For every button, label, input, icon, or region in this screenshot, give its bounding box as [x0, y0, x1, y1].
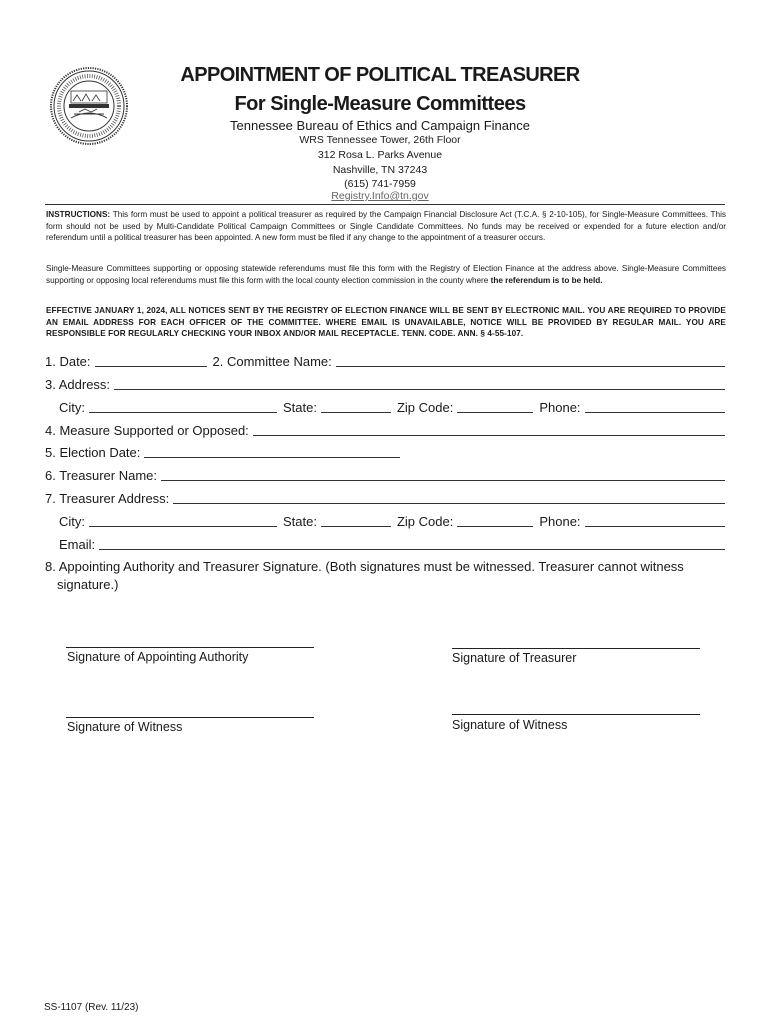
email-field[interactable]	[99, 536, 725, 550]
city-field[interactable]	[89, 399, 277, 413]
phone-field[interactable]	[585, 399, 725, 413]
email-notice: EFFECTIVE JANUARY 1, 2024, ALL NOTICES SENT BY THE REGISTRY OF ELECTION FINANCE WILL BE SENT BY ELECTRONIC MAIL. YOU ARE REQUIRED TO PROVIDE AN EMAIL ADDRESS FOR EACH OFFICER OF THE COMMITTEE. WHERE EMAIL IS UNAVAILABLE, NOTICE WILL BE PROVIDED BY REGULAR MAIL. YOU ARE RESPONSIBLE FOR REGULARLY CHECKING YOUR INBOX AND/OR MAIL RECEPTACLE. TENN. CODE. ANN. § 4-55-107.	[46, 306, 726, 338]
treasurer-signature-line[interactable]	[452, 648, 700, 649]
row-election-date	[45, 442, 725, 460]
signature-instructions-line1: 8. Appointing Authority and Treasurer Signature. (Both signatures must be witnessed. Treasurer cannot witness	[45, 559, 684, 574]
row-treasurer-address	[45, 488, 725, 506]
date-label: 1. Date:	[45, 354, 91, 369]
treasurer-address-label: 7. Treasurer Address:	[45, 491, 170, 506]
agency-phone: (615) 741-7959	[344, 178, 416, 190]
row-treasurer-city-state-zip-phone	[45, 511, 725, 529]
form-subtitle: For Single-Measure Committees	[234, 93, 526, 115]
address-label: 3. Address:	[45, 377, 111, 392]
address-line-1: WRS Tennessee Tower, 26th Floor	[299, 134, 461, 146]
witness-right-signature-label: Signature of Witness	[452, 718, 568, 732]
row-email	[45, 534, 725, 552]
instructions-text: This form must be used to appoint a political treasurer as required by the Campaign Financial Disclosure Act (T.C.A. § 2-10-105), for Single-Measure Committees. This form should not be used by Multi-Candidate Political Campaign Committees or Single Candidate Committees. No funds may be received or expended for a future election and/or referendum until a political treasurer has been appointed. A new form must be filed if any change to the appointment of a treasurer occurs.	[46, 210, 726, 242]
address-line-3: Nashville, TN 37243	[332, 164, 428, 176]
zip-field[interactable]	[457, 399, 533, 413]
address-field[interactable]	[114, 376, 725, 390]
witness-left-signature-label: Signature of Witness	[67, 720, 183, 734]
row-treasurer-name	[45, 465, 725, 483]
witness-left-signature-line[interactable]	[66, 717, 314, 718]
treasurer-city-field[interactable]	[89, 513, 277, 527]
treasurer-name-field[interactable]	[161, 467, 725, 481]
email-label: Email:	[59, 537, 96, 552]
treasurer-phone-field[interactable]	[585, 513, 725, 527]
row-address	[45, 374, 725, 392]
agency-name: Tennessee Bureau of Ethics and Campaign Finance	[230, 118, 530, 133]
election-date-field[interactable]	[144, 444, 400, 458]
header-divider	[45, 204, 725, 205]
committee-name-field[interactable]	[336, 353, 725, 367]
treasurer-phone-label: Phone:	[539, 514, 581, 529]
phone-label: Phone:	[539, 400, 581, 415]
signature-instructions-line2: signature.)	[57, 577, 119, 592]
zip-label: Zip Code:	[396, 400, 454, 415]
city-label: City:	[59, 400, 85, 415]
row-city-state-zip-phone	[45, 397, 725, 415]
address-line-2: 312 Rosa L. Parks Avenue	[317, 149, 443, 161]
row-measure	[45, 420, 725, 438]
appointing-authority-signature-line[interactable]	[66, 647, 314, 648]
treasurer-state-field[interactable]	[321, 513, 391, 527]
instructions-heading: INSTRUCTIONS:	[46, 210, 111, 219]
measure-field[interactable]	[253, 422, 725, 436]
form-title: APPOINTMENT OF POLITICAL TREASURER	[180, 64, 580, 86]
treasurer-name-label: 6. Treasurer Name:	[45, 468, 157, 483]
treasurer-zip-field[interactable]	[457, 513, 533, 527]
agency-email-link[interactable]: Registry.Info@tn.gov	[331, 190, 429, 202]
date-field[interactable]	[95, 353, 207, 367]
treasurer-zip-label: Zip Code:	[396, 514, 454, 529]
state-field[interactable]	[321, 399, 391, 413]
witness-right-signature-line[interactable]	[452, 714, 700, 715]
tennessee-state-seal-icon	[49, 66, 129, 146]
election-date-label: 5. Election Date:	[45, 445, 141, 460]
filing-paragraph	[46, 263, 726, 286]
filing-text: Single-Measure Committees supporting or opposing statewide referendums must file this form with the Registry of Election Finance at the address above. Single-Measure Committees supporting or opposing local referendums must file this form with the local county election commission in the county where	[46, 264, 726, 285]
appointing-authority-signature-label: Signature of Appointing Authority	[67, 650, 249, 664]
treasurer-state-label: State:	[283, 514, 317, 529]
treasurer-address-field[interactable]	[173, 490, 725, 504]
instructions-paragraph	[46, 209, 726, 244]
signature-instructions	[45, 558, 715, 594]
filing-text-bold: the referendum is to be held.	[490, 275, 603, 285]
treasurer-city-label: City:	[59, 514, 85, 529]
treasurer-signature-label: Signature of Treasurer	[452, 651, 577, 665]
measure-label: 4. Measure Supported or Opposed:	[45, 423, 249, 438]
committee-name-label: 2. Committee Name:	[212, 354, 332, 369]
state-label: State:	[283, 400, 317, 415]
row-date-committee	[45, 351, 725, 369]
form-number: SS-1107 (Rev. 11/23)	[44, 1002, 139, 1013]
